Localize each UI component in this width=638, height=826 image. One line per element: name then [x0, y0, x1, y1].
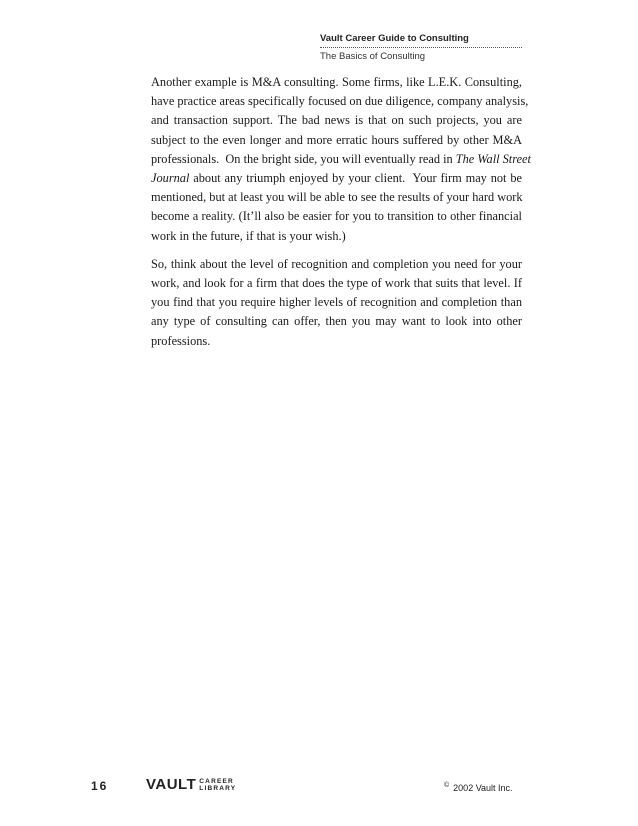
- copyright-icon: ©: [444, 782, 450, 789]
- text-line: subject to the even longer and more erratic hours suffered by other M&A: [151, 132, 522, 147]
- text-line: any type of consulting can offer, then you may want to look into other: [151, 314, 522, 329]
- text-segment: professionals. On the bright side, you will eventually read in: [151, 151, 456, 166]
- text-line: work in the future, if that is your wish.): [151, 228, 346, 243]
- text-line: have practice areas specifically focused on due diligence, company analysis,: [151, 94, 529, 109]
- body-text: [151, 73, 531, 360]
- running-head: [320, 33, 522, 63]
- publication-title: Journal: [151, 171, 190, 186]
- copyright-text: 2002 Vault Inc.: [453, 783, 513, 793]
- logo-wordmark: VAULT: [146, 776, 197, 793]
- vault-career-library-logo: [146, 777, 236, 793]
- logo-subtext: [199, 778, 236, 793]
- text-line: and transaction support. The bad news is that on such projects, you are: [151, 113, 522, 128]
- paragraph-2: [151, 255, 522, 351]
- copyright-notice: [444, 782, 513, 793]
- publication-title: The Wall Street: [455, 151, 531, 166]
- logo-top-word: CAREER: [199, 777, 234, 785]
- text-line: So, think about the level of recognition and completion you need for your: [151, 256, 522, 271]
- text-line: [151, 150, 531, 169]
- logo-bottom-word: LIBRARY: [199, 785, 237, 792]
- text-line: work, and look for a firm that does the type of work that suits that level. If: [151, 276, 522, 291]
- page-number: 16: [91, 779, 109, 793]
- text-line: you find that you require higher levels of recognition and completion than: [151, 295, 522, 310]
- text-line: professions.: [151, 333, 211, 348]
- text-line: become a reality. (It’ll also be easier for you to transition to other financial: [151, 209, 522, 224]
- text-line: Another example is M&A consulting. Some firms, like L.E.K. Consulting,: [151, 75, 522, 89]
- text-segment: about any triumph enjoyed by your client. Your firm may not be: [189, 171, 522, 186]
- running-head-subtitle: The Basics of Consulting: [320, 51, 426, 62]
- text-line: [151, 169, 522, 188]
- text-line: mentioned, but at least you will be able to see the results of your hard work: [151, 190, 523, 205]
- running-head-title: Vault Career Guide to Consulting: [320, 33, 522, 48]
- paragraph-1: [151, 73, 531, 246]
